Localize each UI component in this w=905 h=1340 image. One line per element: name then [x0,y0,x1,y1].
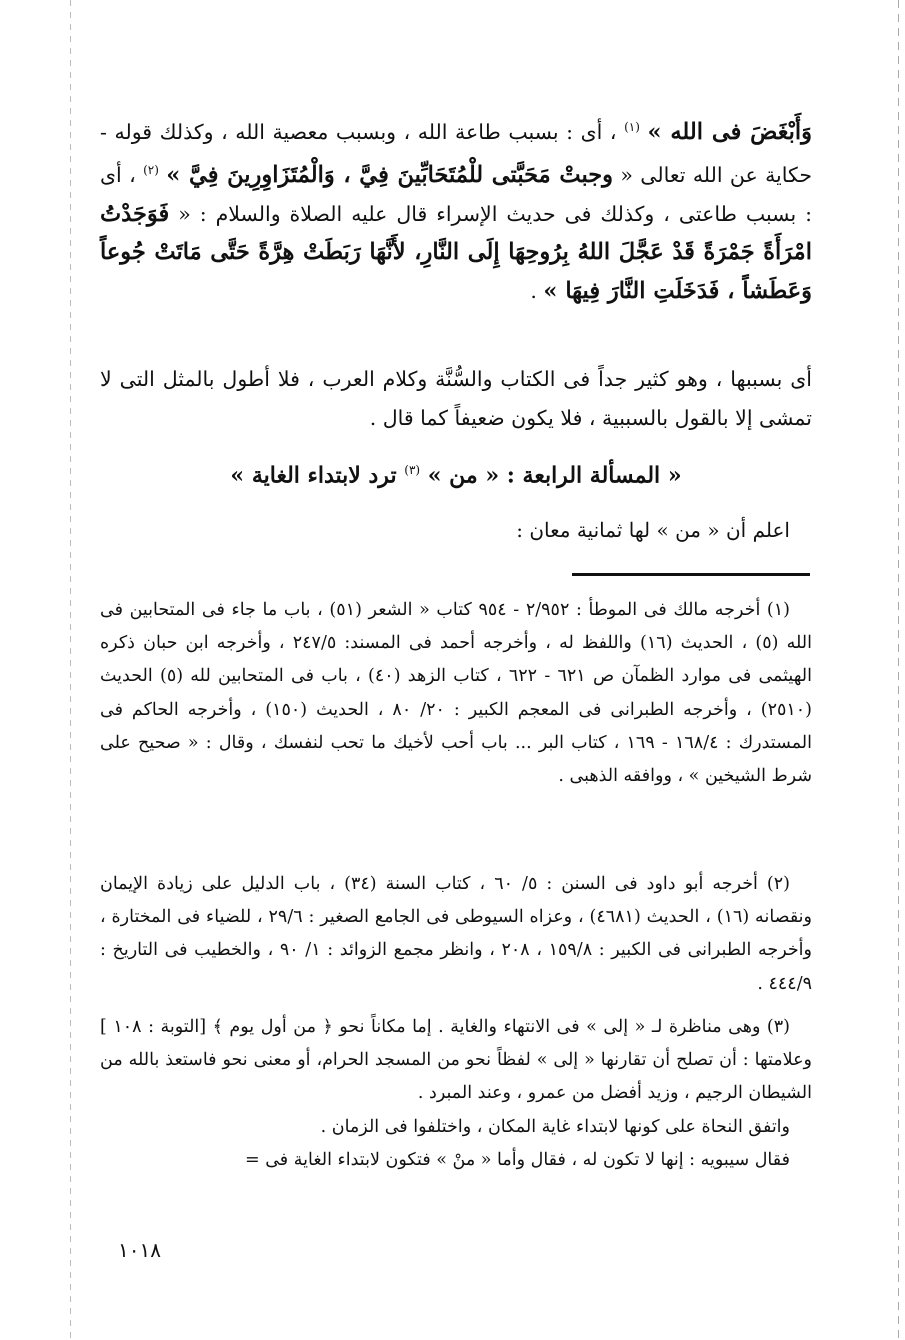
quote-hadith-3: فَوَجَدْتُ امْرَأَةً جَمْرَةً قَدْ عَجَّلَ اللهُ بِرُوحِهَا إِلَى النَّارِ، لأَنَّهَا رَبَطَتْ هِرَّةً حَتَّى مَاتَتْ جُوعاً وَعَطَشاً ، فَدَخَلَتِ النَّارَ فِيهَا » [100,200,812,304]
paragraph-text: أى بسببها ، وهو كثير جداً فى الكتاب والسُّنَّة وكلام العرب ، فلا أطول بالمثل التى لا تمشى إلا بالقول بالسببية ، فلا يكون ضعيفاً كما قال . [100,367,812,430]
footnote-text: فقال سيبويه : إنها لا تكون له ، فقال وأما « منْ » فتكون لابتداء الغاية فى = [245,1149,790,1170]
footnote-ref-3: (٣) [404,463,421,477]
footnote-text: (٢) أخرجه أبو داود فى السنن : ٥/ ٦٠ ، كتاب السنة (٣٤) ، باب الدليل على زيادة الإيمان ونقصانه (١٦) ، الحديث (٤٦٨١) ، وعزاه السيوطى فى الجامع الصغير : ٢٩/٦ ، للضياء فى المختارة ، وأخرجه الطبرانى فى الكبير : ١٥٩/٨ ، ٢٠٨ ، وانظر مجمع الزوائد : ١/ ٩٠ ، والخطيب فى التاريخ : ٤٤٤/٩ . [100,874,812,994]
heading-text: « المسألة الرابعة : « من » [427,462,682,489]
heading-text: ترد لابتداء الغاية » [230,462,397,489]
footnote-2 [100,868,812,1001]
body-text-segment: ، أى : بسبب طاعة الله ، وبسبب معصية الله ، وكذلك قوله - حكاية عن الله تعالى « [100,119,813,188]
page-number: ١٠١٨ [118,1238,161,1262]
body-text-segment: . [530,278,537,303]
section-heading [100,450,812,495]
footnote-3 [100,1011,812,1177]
body-text-segment: ، أى : بسبب طاعتى ، وكذلك فى حديث الإسراء قال عليه الصلاة والسلام : « [100,163,812,226]
intro-line: اعلم أن « من » لها ثمانية معان : [516,518,790,542]
footnote-ref-1: (١) [624,120,640,134]
footnote-ref-2: (٢) [143,163,159,178]
quote-hadith-1: وَأَبْغَضَ فى الله » [647,118,812,145]
body-paragraph-2 [100,360,812,437]
footnote-1 [100,594,812,793]
footnote-text: (١) أخرجه مالك فى الموطأ : ٢/٩٥٢ - ٩٥٤ كتاب « الشعر (٥١) ، باب ما جاء فى المتحابين فى الله (٥) ، الحديث (١٦) واللفظ له ، وأخرجه أحمد فى المسند: ٢٤٧/٥ ، وأخرجه ابن حبان ذكره الهيثمى فى موارد الظمآن ص ٦٢١ - ٦٢٢ ، كتاب الزهد (٤٠) ، باب فى المتحابين لله (٥) الحديث (٢٥١٠) ، وأخرجه الطبرانى فى المعجم الكبير : ٢٠/ ٨٠ ، الحديث (١٥٠) ، وأخرجه الحاكم فى المستدرك : ١٦٨/٤ - ١٦٩ ، كتاب البر ... باب أحب لأخيك ما تحب لنفسك ، وقال : « صحيح على شرط الشيخين » ، ووافقه الذهبى . [100,600,812,787]
body-paragraph-1 [100,108,812,310]
footnote-separator [572,573,810,576]
footnote-text: (٣) وهى مناظرة لـ « إلى » فى الانتهاء والغاية . إما مكاناً نحو ﴿ من أول يوم ﴾ [التوبة : ١٠٨ ] وعلامتها : أن تصلح أن تقارنها « إلى » لفظاً نحو من المسجد الحرام، أو معنى نحو فاستعذ بالله من الشيطان الرجيم ، وزيد أفضل من عمرو ، وعند المبرد . [100,1017,812,1104]
quote-hadith-2: وجبتْ مَحَبَّتى للْمُتَحَابِّينَ فِيَّ ، وَالْمُتَزَاوِرِينَ فِيَّ » [166,162,614,189]
scan-edge-right [898,0,899,1340]
scan-edge-left [70,0,71,1340]
footnote-text: واتفق النحاة على كونها لابتداء غاية المكان ، واختلفوا فى الزمان . [320,1116,790,1137]
